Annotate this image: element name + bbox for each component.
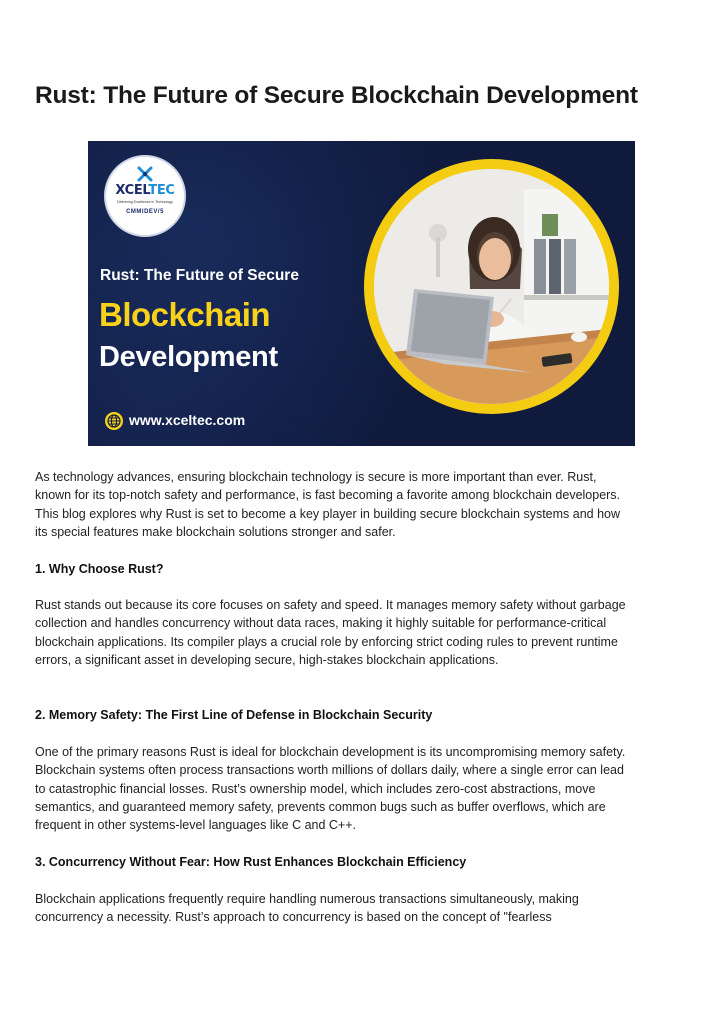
- section-heading-2: 2. Memory Safety: The First Line of Defense in Blockchain Security: [35, 708, 433, 722]
- logo-brand-name: XCELTEC: [115, 183, 175, 198]
- article-title: Rust: The Future of Secure Blockchain Development: [35, 82, 638, 109]
- intro-paragraph: As technology advances, ensuring blockchain technology is secure is more important than ever. Rust, known for its top-notch safety and performance, is fast becoming a favorite among blockchain developers. This blog explores why Rust is set to become a key player in building secure blockchain systems and how its special features make blockchain solutions stronger and safer.: [35, 470, 621, 539]
- xceltec-mark-icon: [136, 165, 154, 183]
- logo-certification: CMMIDEV/5: [126, 209, 164, 215]
- banner-website: www.xceltec.com: [129, 412, 246, 428]
- section-heading-1: 1. Why Choose Rust?: [35, 562, 164, 576]
- section-2-paragraph: One of the primary reasons Rust is ideal for blockchain development is its uncompromising memory safety. Blockchain systems often process transactions worth millions of dollars daily, where a single error can lead to catastrophic financial losses. Rust’s ownership model, which includes zero-cost abstractions, move semantics, and guaranteed memory safety, prevents common bugs such as buffer overflows, which are frequent in other systems-level languages like C and C++.: [35, 745, 626, 833]
- logo-tagline: Delivering Excellence in Technology: [117, 200, 173, 204]
- hero-banner-image: [88, 141, 635, 446]
- woman-at-laptop-photo: [374, 169, 609, 404]
- office-scene-illustration: [374, 169, 609, 404]
- xceltec-logo: [104, 155, 186, 237]
- section-3-paragraph: Blockchain applications frequently require handling numerous transactions simultaneously, making concurrency a necessity. Rust’s approach to concurrency is based on the concept of "fearless: [35, 892, 579, 925]
- section-heading-3: 3. Concurrency Without Fear: How Rust Enhances Blockchain Efficiency: [35, 855, 467, 869]
- globe-icon: [105, 412, 123, 430]
- section-1-paragraph: Rust stands out because its core focuses on safety and speed. It manages memory safety without garbage collection and handles concurrency without data races, making it highly suitable for performance-critical blockchain applications. Its compiler plays a crucial role by enforcing strict coding rules to prevent runtime errors, a significant asset in developing secure, high-stakes blockchain applications.: [35, 598, 626, 667]
- banner-subtitle: Rust: The Future of Secure: [100, 267, 299, 284]
- banner-headline-2: Development: [99, 341, 278, 373]
- banner-headline: Blockchain: [99, 296, 271, 333]
